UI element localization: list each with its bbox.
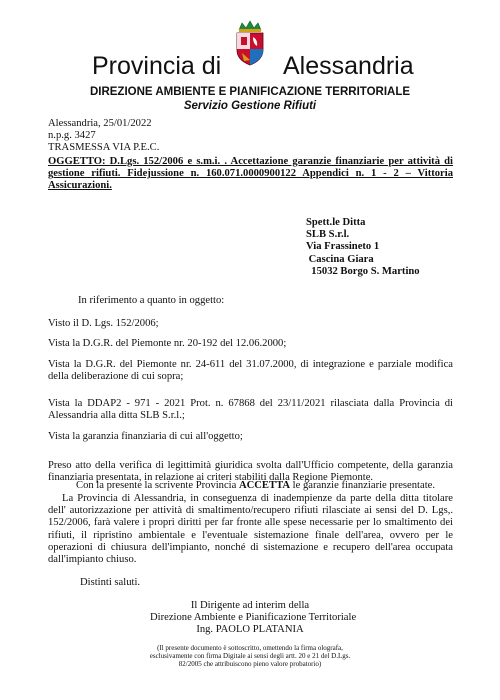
recipient-line: 15032 Borgo S. Martino — [306, 265, 420, 277]
recipient-address — [306, 217, 420, 278]
place-date: Alessandria, 25/01/2022 — [48, 118, 152, 129]
province-title-right: Alessandria — [283, 52, 414, 80]
province-coat-of-arms-icon — [230, 20, 270, 66]
body-paragraph: Vista la garanzia finanziaria di cui all'oggetto; — [48, 431, 243, 442]
signature-line: Direzione Ambiente e Pianificazione Territoriale — [150, 612, 357, 624]
body-paragraph: In riferimento a quanto in oggetto: — [78, 295, 225, 306]
body-paragraph: Vista la DDAP2 - 971 - 2021 Prot. n. 67868 del 23/11/2021 rilasciata dalla Provincia di Alessandria alla ditta SLB S.r.l.; — [48, 398, 453, 422]
subject-line: OGGETTO: D.Lgs. 152/2006 e s.m.i. . Accettazione garanzie finanziarie per attività di gestione rifiuti. Fidejussione n. 160.071.0000900122 Appendici n. 1 - 2 – Vittoria Assicurazioni. — [48, 156, 453, 192]
acceptance-paragraph — [48, 480, 453, 492]
body-paragraph: Vista la D.G.R. del Piemonte nr. 24-611 del 31.07.2000, di integrazione e parziale modifica della deliberazione di cui sopra; — [48, 359, 453, 383]
closing-salutation: Distinti saluti. — [80, 577, 141, 588]
department-heading: DIREZIONE AMBIENTE E PIANIFICAZIONE TERRITORIALE — [89, 86, 411, 98]
body-paragraph: Visto il D. Lgs. 152/2006; — [48, 318, 159, 329]
signature-block — [150, 600, 357, 637]
letter-meta — [48, 118, 159, 155]
acceptance-text: Con la presente la scrivente Provincia — [76, 480, 239, 491]
recipient-line: SLB S.r.l. — [306, 229, 350, 241]
signature-name: Ing. PAOLO PLATANIA — [196, 624, 304, 636]
acceptance-keyword: ACCETTA — [238, 480, 290, 491]
acceptance-text: le garanzie finanziarie presentate. — [290, 480, 435, 491]
recipient-line: Via Frassineto 1 — [306, 241, 380, 253]
service-heading: Servizio Gestione Rifiuti — [183, 100, 317, 112]
transmission-note: TRASMESSA VIA P.E.C. — [48, 142, 160, 154]
body-paragraph: Vista la D.G.R. del Piemonte nr. 20-192 del 12.06.2000; — [48, 338, 287, 349]
recipient-line: Cascina Giara — [306, 253, 374, 265]
body-paragraph: Preso atto della verifica di legittimità giuridica svolta dall'Ufficio competente, della garanzia finanziaria presentata, in relazione ai criteri stabiliti dalla Regione Piemonte. — [48, 460, 453, 484]
protocol-number: n.p.g. 3427 — [48, 130, 96, 142]
recipient-line: Spett.le Ditta — [306, 217, 366, 228]
signature-line: Il Dirigente ad interim della — [190, 600, 310, 611]
body-paragraph: La Provincia di Alessandria, in conseguenza di inadempienze da parte della ditta titolare dell' autorizzazione per attività di smaltimento/recupero rifiuti rilasciate ai sensi del D. Lgs,. 152/2006, farà valere i propri diritti per far fronte alle spese necessarie per lo smaltimento dei rifiuti, il ripristino ambientale e l'eventuale sistemazione finale dell'area, ovvero per le operazioni di chiusura dell'impianto, nonché di sistemazione e recupero dell'area occupata dall'impianto chiuso. — [48, 493, 453, 566]
digital-signature-note: (Il presente documento è sottoscritto, omettendo la firma olografa, esclusivamente con firma Digitale ai sensi degli artt. 20 e 21 del D.Lgs. 82/2005 che attribuiscono pieno valore probatorio) — [149, 644, 351, 669]
province-title-left: Provincia di — [92, 52, 222, 80]
